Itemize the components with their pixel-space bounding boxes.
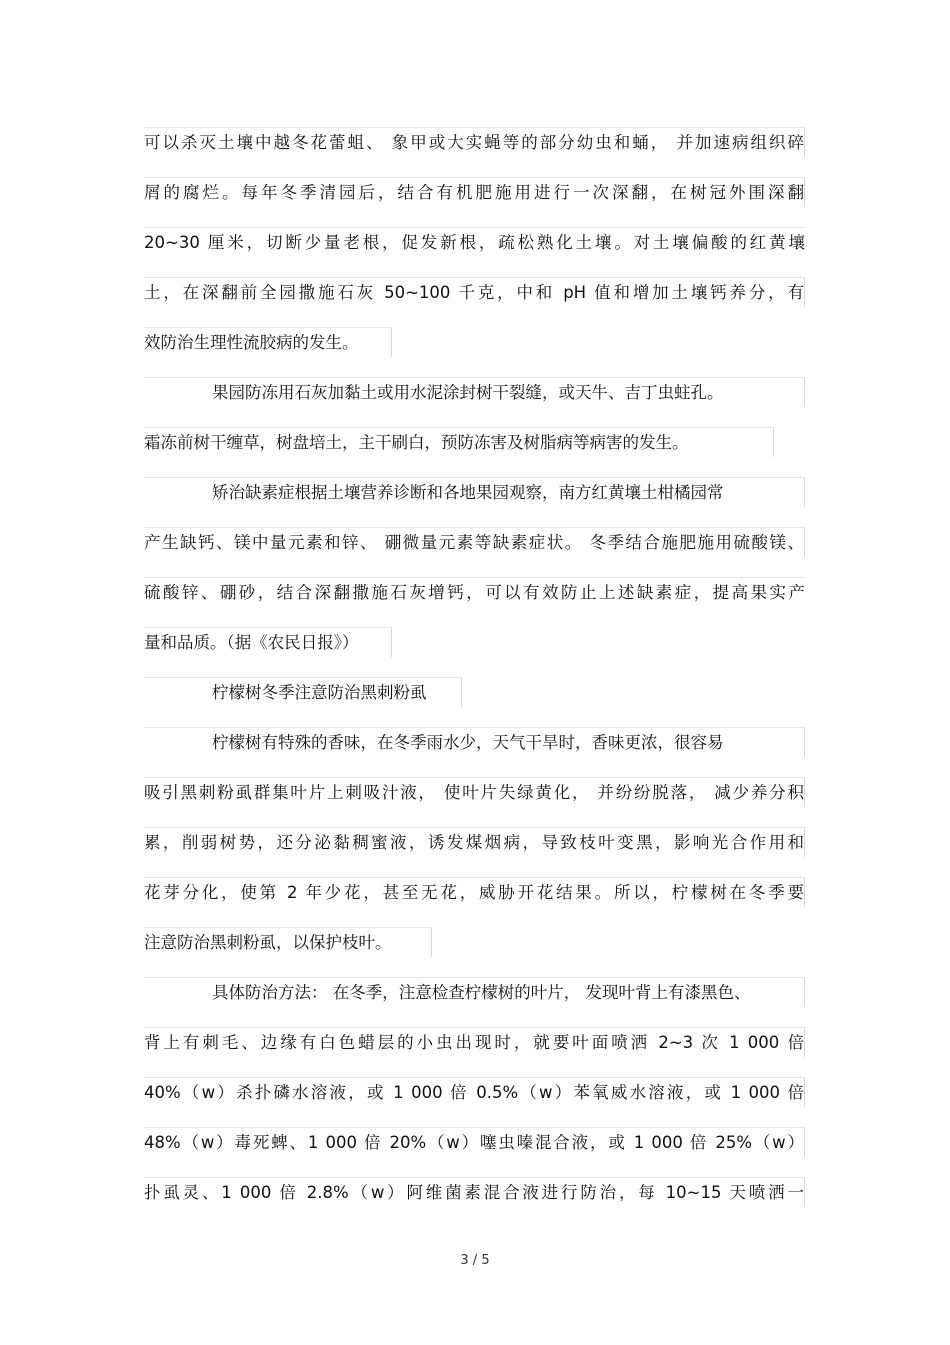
- paragraph-first-line: 矫治缺素症根据土壤营养诊断和各地果园观察，南方红黄壤土柑橘园常: [144, 477, 805, 507]
- paragraph-first-line: 具体防治方法： 在冬季，注意检查柠檬树的叶片， 发现叶背上有漆黑色、: [144, 977, 805, 1007]
- text-line: 霜冻前树干缠草，树盘培土，主干刷白，预防冻害及树脂病等病害的发生。: [144, 427, 774, 457]
- text-line: 扑虱灵、1 000 倍 2.8%（w）阿维菌素混合液进行防治，每 10~15 天喷洒一: [144, 1177, 805, 1207]
- text-line: 40%（w）杀扑磷水溶液，或 1 000 倍 0.5%（w）苯氧威水溶液，或 1 000 倍: [144, 1077, 805, 1107]
- text-line: 吸引黑刺粉虱群集叶片上刺吸汁液， 使叶片失绿黄化， 并纷纷脱落， 减少养分积: [144, 777, 805, 807]
- text-line: 屑的腐烂。每年冬季清园后，结合有机肥施用进行一次深翻，在树冠外围深翻: [144, 177, 805, 207]
- text-line: 量和品质。（据《农民日报》）: [144, 627, 392, 657]
- text-line: 硫酸锌、硼砂，结合深翻撒施石灰增钙，可以有效防止上述缺素症，提高果实产: [144, 577, 805, 607]
- section-heading: 柠檬树冬季注意防治黑刺粉虱: [144, 677, 462, 707]
- text-line: 背上有刺毛、边缘有白色蜡层的小虫出现时，就要叶面喷洒 2~3 次 1 000 倍: [144, 1027, 805, 1057]
- text-line: 累，削弱树势，还分泌黏稠蜜液，诱发煤烟病，导致枝叶变黑，影响光合作用和: [144, 827, 805, 857]
- paragraph-first-line: 果园防冻用石灰加黏土或用水泥涂封树干裂缝，或天牛、吉丁虫蛀孔。: [144, 377, 805, 407]
- text-line: 48%（w）毒死蜱、1 000 倍 20%（w）噻虫嗪混合液，或 1 000 倍 25%（w）: [144, 1127, 805, 1157]
- text-line: 可以杀灭土壤中越冬花蕾蛆、 象甲或大实蝇等的部分幼虫和蛹， 并加速病组织碎: [144, 127, 805, 157]
- page-number: 3 / 5: [460, 1253, 490, 1268]
- paragraph-first-line: 柠檬树有特殊的香味，在冬季雨水少，天气干旱时，香味更浓，很容易: [144, 727, 805, 757]
- text-line: 效防治生理性流胶病的发生。: [144, 327, 392, 357]
- text-line: 产生缺钙、镁中量元素和锌、 硼微量元素等缺素症状。 冬季结合施肥施用硫酸镁、: [144, 527, 805, 557]
- text-line: 注意防治黑刺粉虱，以保护枝叶。: [144, 927, 432, 957]
- text-line: 土，在深翻前全园撒施石灰 50~100 千克，中和 pH 值和增加土壤钙养分，有: [144, 277, 805, 307]
- text-line: 花芽分化，使第 2 年少花，甚至无花，威胁开花结果。所以，柠檬树在冬季要: [144, 877, 805, 907]
- text-line: 20~30 厘米，切断少量老根，促发新根，疏松熟化土壤。对土壤偏酸的红黄壤: [144, 227, 805, 257]
